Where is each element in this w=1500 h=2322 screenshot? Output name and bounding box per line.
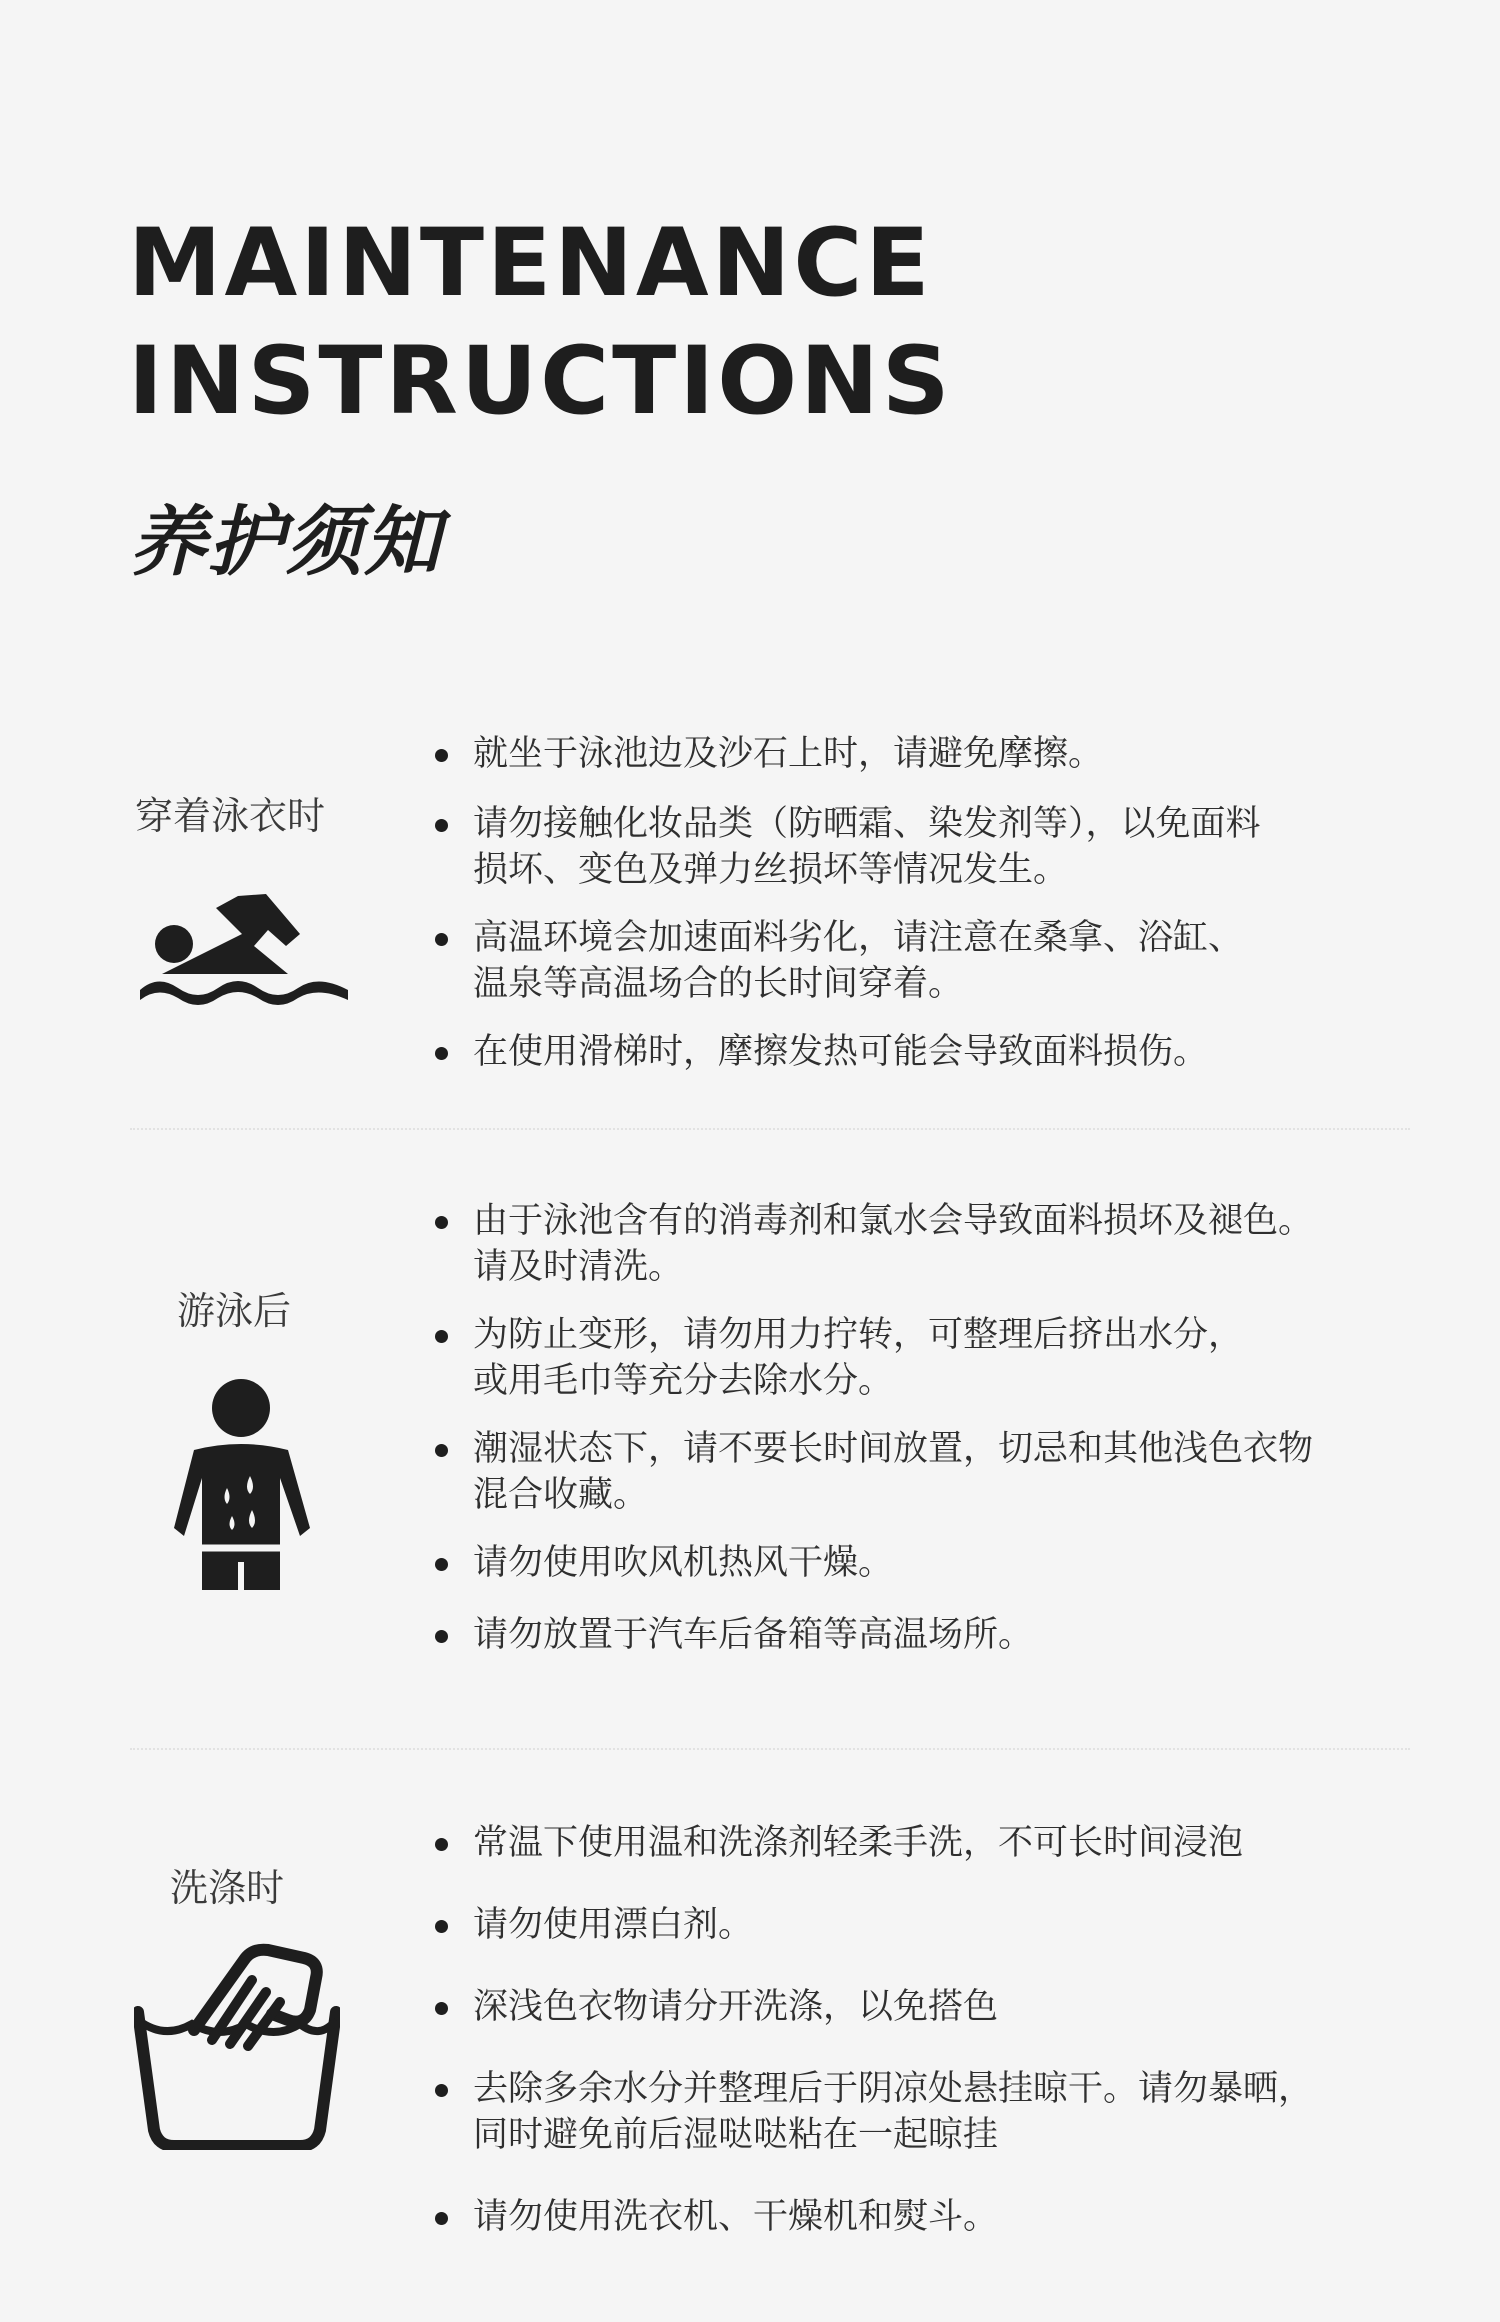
section-label-after-swim: 游泳后 — [177, 1289, 292, 1333]
divider — [130, 1748, 1410, 1750]
list-item: 请勿放置于汽车后备箱等高温场所。 — [435, 1612, 1313, 1658]
divider — [130, 1128, 1410, 1130]
section-label-wearing: 穿着泳衣时 — [135, 794, 326, 838]
list-item: 深浅色衣物请分开洗涤，以免搭色 — [435, 1984, 1313, 2030]
list-item: 高温环境会加速面料劣化，请注意在桑拿、浴缸、 温泉等高温场合的长时间穿着。 — [435, 915, 1261, 1007]
list-item: 在使用滑梯时，摩擦发热可能会导致面料损伤。 — [435, 1029, 1261, 1075]
page-title — [128, 205, 953, 441]
hand-wash-icon — [134, 1940, 340, 2154]
list-item: 请勿接触化妆品类（防晒霜、染发剂等），以免面料 损坏、变色及弹力丝损坏等情况发生。 — [435, 801, 1261, 893]
list-item: 去除多余水分并整理后于阴凉处悬挂晾干。请勿暴晒， 同时避免前后湿哒哒粘在一起晾挂 — [435, 2066, 1313, 2158]
list-item: 常温下使用温和洗涤剂轻柔手洗，不可长时间浸泡 — [435, 1820, 1313, 1866]
title-line-2: INSTRUCTIONS — [128, 327, 953, 436]
list-item: 为防止变形，请勿用力拧转，可整理后挤出水分， 或用毛巾等充分去除水分。 — [435, 1312, 1313, 1404]
list-after-swim — [435, 1198, 1313, 1658]
list-item: 请勿使用吹风机热风干燥。 — [435, 1540, 1313, 1586]
page-subtitle: 养护须知 — [130, 497, 442, 586]
wet-person-icon — [172, 1378, 314, 1594]
list-washing — [435, 1820, 1313, 2240]
list-item: 请勿使用洗衣机、干燥机和熨斗。 — [435, 2194, 1313, 2240]
section-label-washing: 洗涤时 — [170, 1866, 285, 1910]
list-wearing — [435, 731, 1261, 1075]
list-item: 由于泳池含有的消毒剂和氯水会导致面料损坏及褪色。 请及时清洗。 — [435, 1198, 1313, 1290]
list-item: 就坐于泳池边及沙石上时，请避免摩擦。 — [435, 731, 1261, 777]
swimmer-icon — [138, 890, 350, 1012]
list-item: 潮湿状态下，请不要长时间放置，切忌和其他浅色衣物 混合收藏。 — [435, 1426, 1313, 1518]
list-item: 请勿使用漂白剂。 — [435, 1902, 1313, 1948]
title-line-1: MAINTENANCE — [128, 209, 933, 318]
